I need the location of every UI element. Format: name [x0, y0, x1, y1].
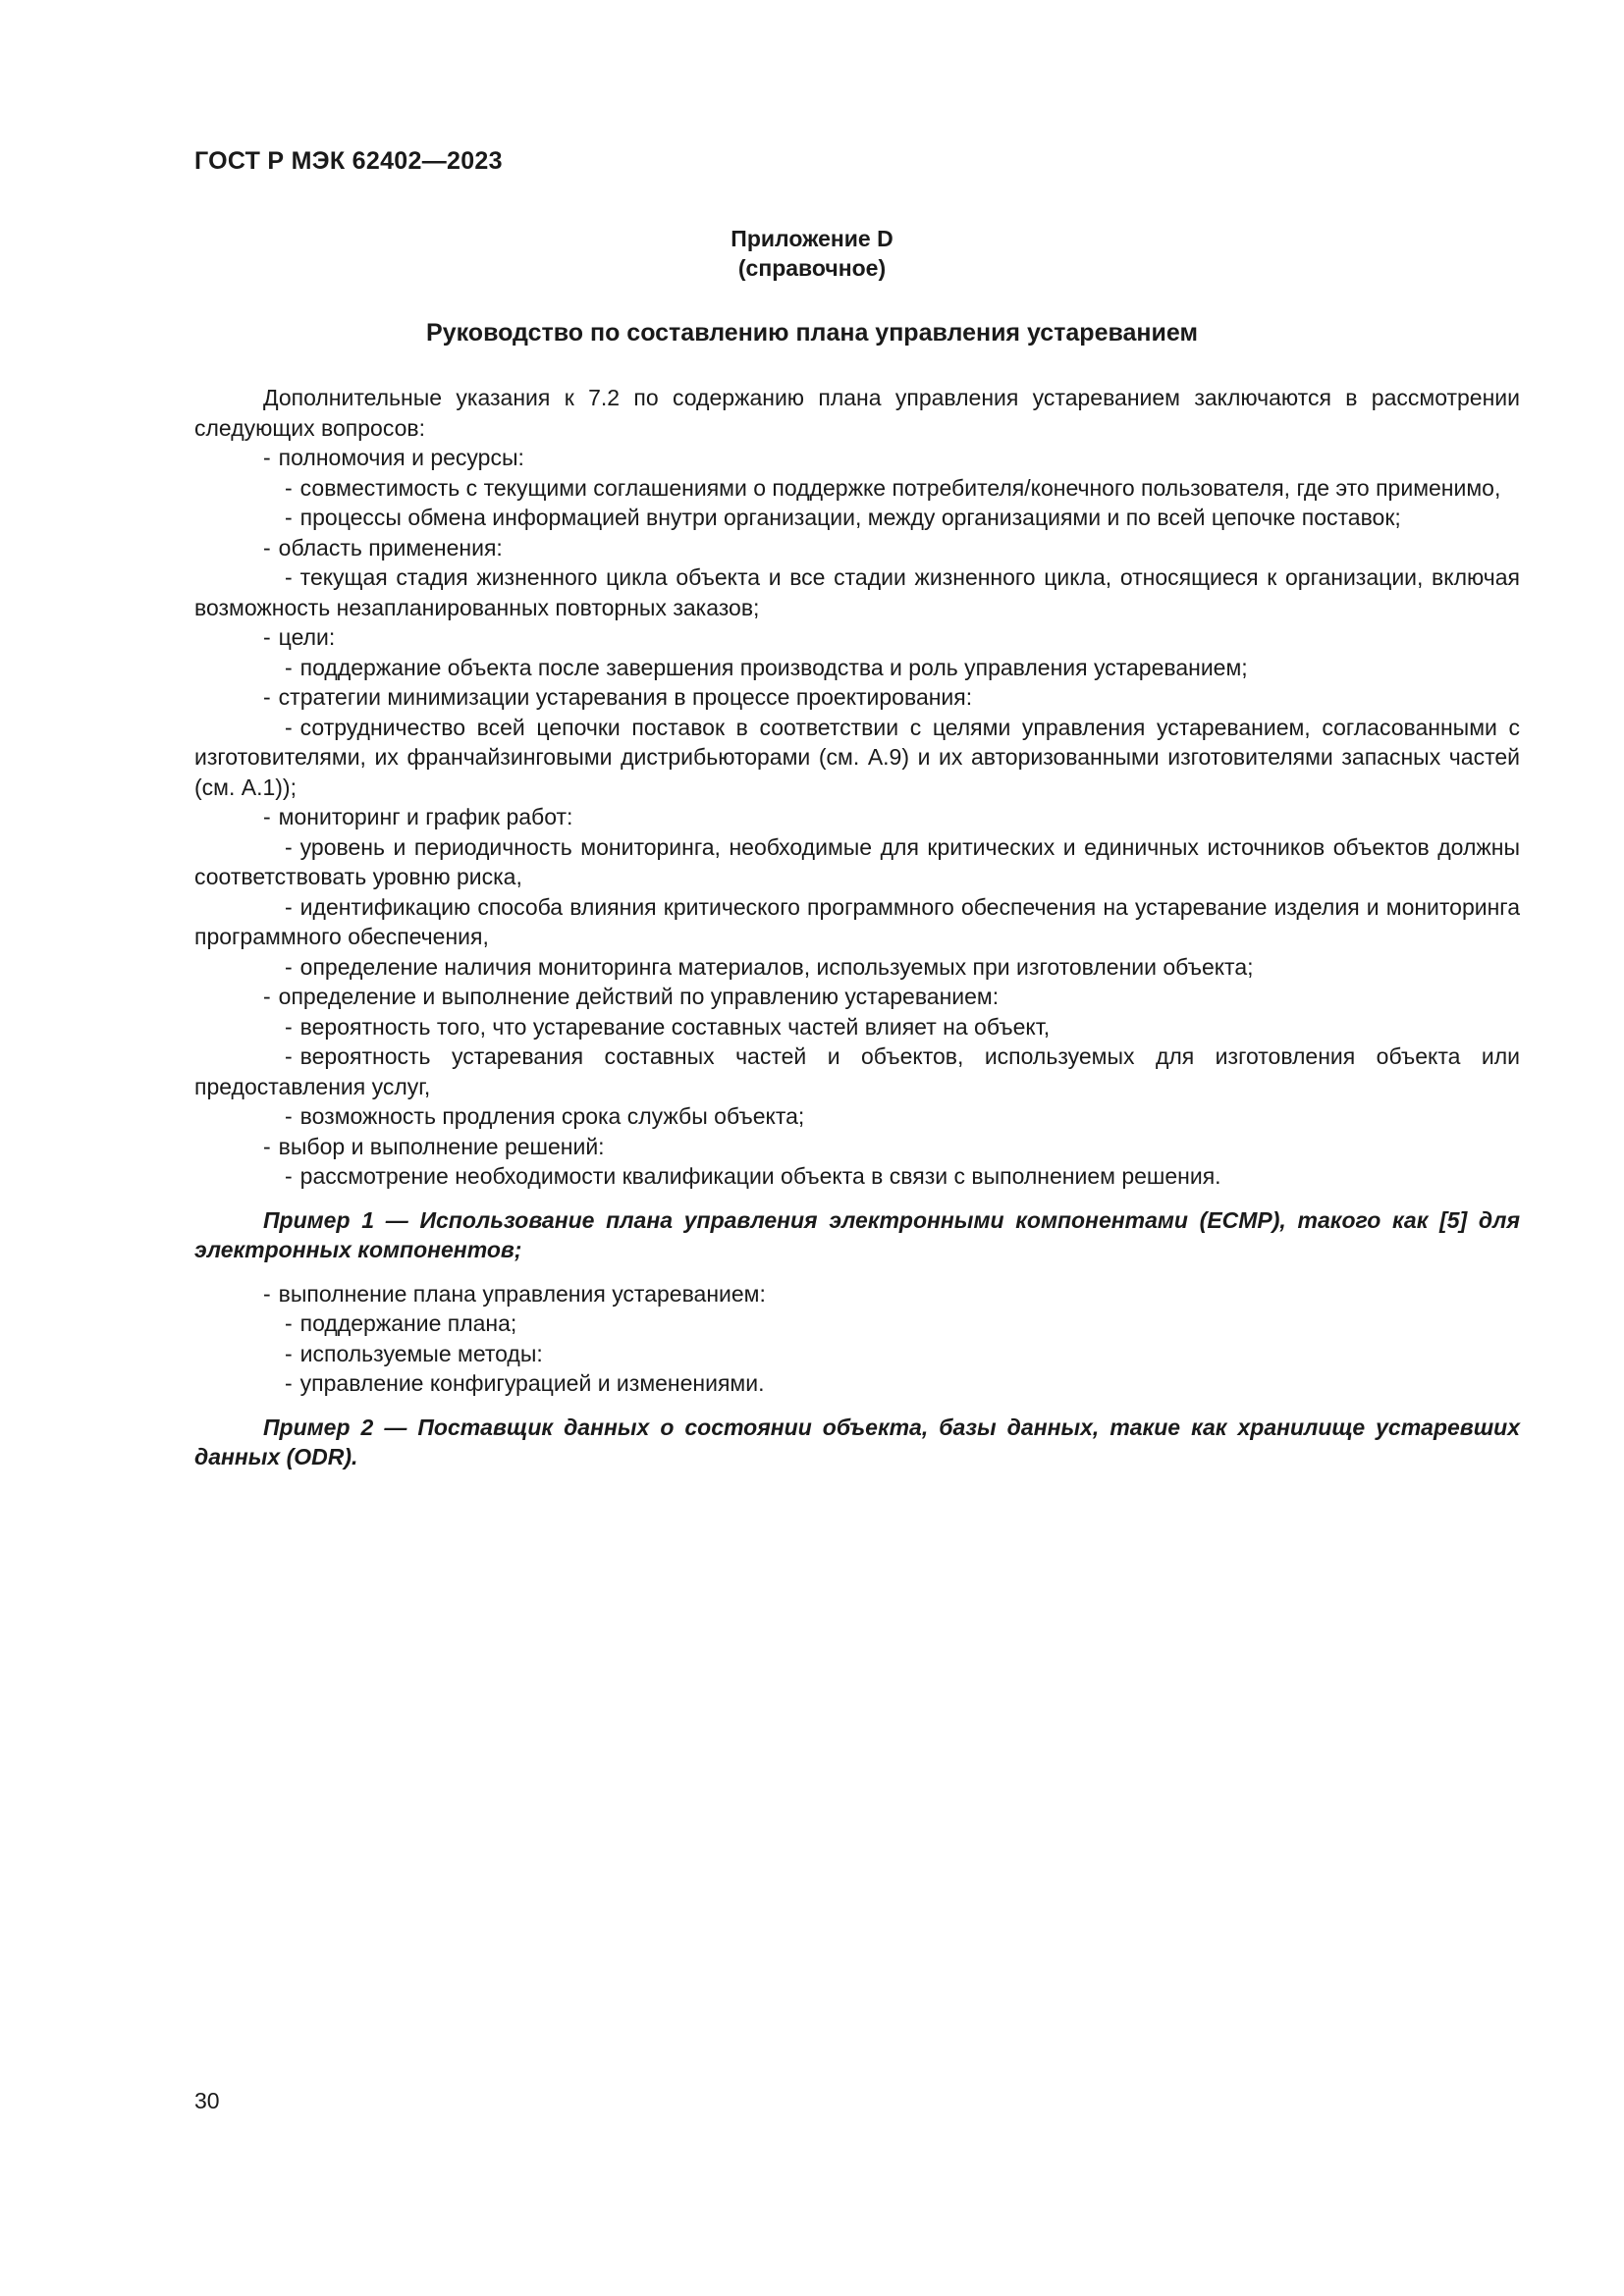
list-item	[194, 802, 1520, 832]
list-item-text: вероятность устаревания составных частей и объектов, используемых для изготовления объекта или предоставления услуг,	[194, 1043, 1520, 1099]
list-item	[194, 533, 1520, 563]
example-1: Пример 1 — Использование плана управления электронными компонентами (ECMP), такого как [5] для электронных компонентов;	[194, 1206, 1520, 1262]
list-item-text: определение и выполнение действий по управлению устареванием:	[278, 984, 1000, 1009]
list-item-text: рассмотрение необходимости квалификации объекта в связи с выполнением решения.	[299, 1163, 1221, 1189]
list-dash: -	[285, 474, 293, 501]
sub-list-item	[194, 1308, 1520, 1339]
list-dash: -	[285, 1013, 293, 1040]
list-dash: -	[285, 1043, 293, 1069]
list-dash: -	[263, 624, 271, 650]
list-item	[194, 682, 1520, 713]
list-item-text: возможность продления срока службы объекта;	[299, 1103, 805, 1129]
list-item	[194, 1279, 1520, 1309]
intro-paragraph: Дополнительные указания к 7.2 по содержанию плана управления устареванием заключаются в рассмотрении следующих вопросов:	[194, 385, 1520, 441]
sub-list-item	[194, 713, 1520, 803]
sub-list-item	[194, 1012, 1520, 1042]
list-dash: -	[263, 1280, 271, 1307]
list-item	[194, 982, 1520, 1012]
list-dash: -	[285, 1103, 293, 1129]
list-dash: -	[263, 445, 271, 470]
list-item-text: процессы обмена информацией внутри организации, между организациями и по всей цепочке поставок;	[299, 505, 1401, 530]
list-item-text: выполнение плана управления устареванием:	[278, 1280, 766, 1307]
list-item-text: управление конфигурацией и изменениями.	[299, 1370, 765, 1396]
list-dash: -	[285, 1310, 293, 1336]
list-item-text: поддержание объекта после завершения производства и роль управления устареванием;	[299, 654, 1248, 680]
list-item-text: совместимость с текущими соглашениями о поддержке потребителя/конечного пользователя, где это применимо,	[299, 474, 1501, 501]
list-item-text: цели:	[278, 624, 336, 650]
requirements-list	[194, 443, 1520, 1192]
list-dash: -	[285, 893, 293, 920]
list-item-text: определение наличия мониторинга материалов, используемых при изготовлении объекта;	[299, 953, 1254, 980]
document-body	[194, 383, 1520, 1486]
list-item-text: уровень и периодичность мониторинга, необходимые для критических и единичных источников объектов должны соответствовать уровню риска,	[194, 833, 1520, 889]
list-dash: -	[263, 534, 271, 561]
sub-list-item	[194, 1368, 1520, 1399]
appendix-type: (справочное)	[737, 255, 887, 281]
list-dash: -	[263, 1133, 271, 1159]
appendix-label: Приложение D	[731, 226, 893, 251]
sub-list-item	[194, 952, 1520, 983]
sub-list-item	[194, 1339, 1520, 1369]
sub-list-item	[194, 892, 1520, 952]
list-item	[194, 443, 1520, 473]
list-dash: -	[285, 1340, 293, 1366]
sub-list-item	[194, 1101, 1520, 1132]
page-number: 30	[194, 2088, 220, 2113]
implementation-list	[194, 1279, 1520, 1399]
list-item-text: полномочия и ресурсы:	[278, 445, 524, 470]
list-item-text: используемые методы:	[299, 1340, 543, 1366]
list-dash: -	[285, 564, 293, 590]
example-2: Пример 2 — Поставщик данных о состоянии объекта, базы данных, такие как хранилище устаревших данных (ODR).	[194, 1414, 1520, 1469]
sub-list-item	[194, 1041, 1520, 1101]
list-item-text: идентификацию способа влияния критического программного обеспечения на устаревание изделия и мониторинга программного обеспечения,	[194, 893, 1520, 949]
appendix-heading	[0, 224, 1624, 283]
list-dash: -	[263, 984, 271, 1009]
sub-list-item	[194, 1161, 1520, 1192]
sub-list-item	[194, 562, 1520, 622]
list-dash: -	[263, 804, 271, 829]
list-item	[194, 1132, 1520, 1162]
list-item	[194, 622, 1520, 653]
sub-list-item	[194, 832, 1520, 892]
list-item-text: область применения:	[278, 534, 503, 561]
list-item-text: стратегии минимизации устаревания в процессе проектирования:	[278, 684, 973, 710]
list-item-text: текущая стадия жизненного цикла объекта и все стадии жизненного цикла, относящиеся к организации, включая возможность незапланированных повторных заказов;	[194, 564, 1520, 620]
list-dash: -	[285, 1163, 293, 1189]
list-item-text: поддержание плана;	[299, 1310, 517, 1336]
sub-list-item	[194, 473, 1520, 504]
list-item-text: мониторинг и график работ:	[278, 804, 573, 829]
list-dash: -	[285, 714, 293, 740]
list-dash: -	[285, 654, 293, 680]
list-item-text: сотрудничество всей цепочки поставок в соответствии с целями управления устареванием, согласованными с изготовителями, их франчайзинговыми дистрибьюторами (см. А.9) и их авторизованными изготовителями запасных частей (см. А.1));	[194, 714, 1520, 800]
list-item-text: вероятность того, что устаревание составных частей влияет на объект,	[299, 1013, 1051, 1040]
sub-list-item	[194, 653, 1520, 683]
list-dash: -	[285, 953, 293, 980]
list-item-text: выбор и выполнение решений:	[278, 1133, 605, 1159]
sub-list-item	[194, 503, 1520, 533]
list-dash: -	[285, 833, 293, 860]
document-header: ГОСТ Р МЭК 62402—2023	[194, 147, 503, 175]
section-title: Руководство по составлению плана управления устареванием	[426, 319, 1198, 347]
list-dash: -	[285, 505, 293, 530]
list-dash: -	[285, 1370, 293, 1396]
list-dash: -	[263, 684, 271, 710]
